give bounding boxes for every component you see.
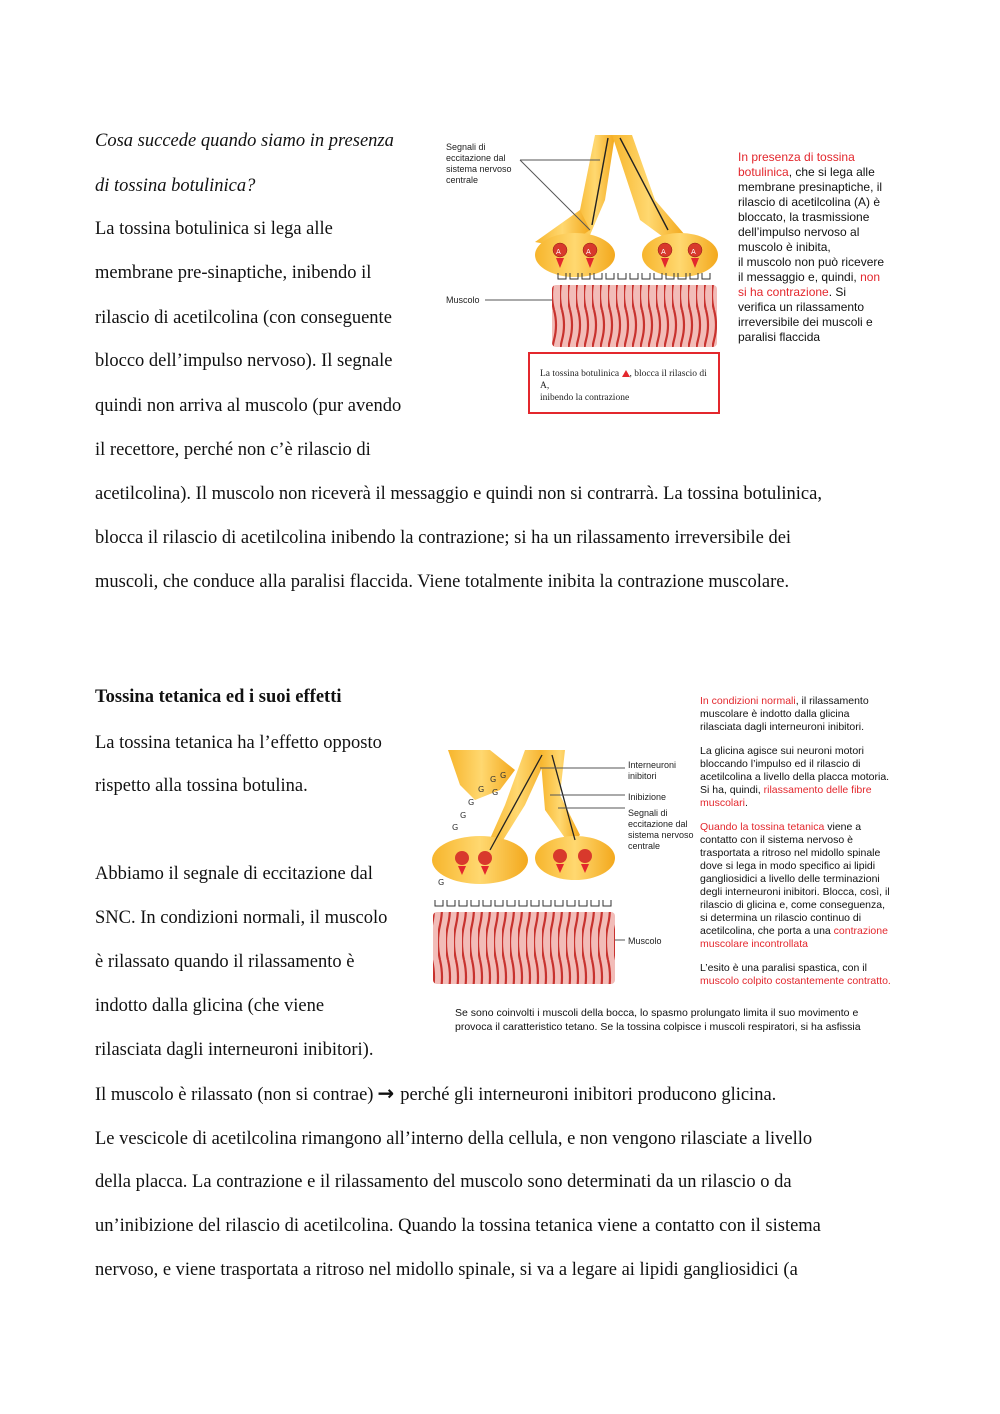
side-explanation: In presenza di tossina botulinica, che si lega alle membrane presinaptiche, il rilascio di acetilcolina (A) è bloccato, la trasmissione dell’impulso nervoso al muscolo è inibita, il muscolo non può ricevere il messaggio e, quindi, non si ha contrazione. Si verifica un rilassamento irreversibile dei muscoli e paralisi flaccida bbox=[738, 150, 885, 344]
arrow-right-icon: → bbox=[377, 1081, 395, 1105]
botulinum-figure bbox=[440, 130, 910, 420]
label-muscle: Muscolo bbox=[446, 295, 480, 305]
glycine-label: G bbox=[460, 811, 467, 820]
body-line: Abbiamo il segnale di eccitazione dal bbox=[95, 864, 373, 884]
body-line: Le vescicole di acetilcolina rimangono all’interno della cellula, e non vengono rilasciate a livello bbox=[95, 1129, 813, 1149]
tetanus-diagram bbox=[430, 750, 700, 1010]
vesicle-label: A bbox=[691, 248, 696, 256]
glycine-label: G bbox=[490, 775, 497, 784]
body-line: rilasciata dagli interneuroni inibitori). bbox=[95, 1040, 374, 1060]
glycine-label: G bbox=[438, 878, 445, 887]
toxin-triangle-icon bbox=[622, 370, 630, 377]
body-line: nervoso, e viene trasportata a ritroso nel midollo spinale, si va a legare ai lipidi gangliosidici (a bbox=[95, 1260, 798, 1280]
label-inhibition: Inibizione bbox=[628, 792, 667, 802]
label-signals: Segnali di eccitazione dal sistema nervoso centrale bbox=[446, 142, 512, 185]
caption-box: La tossina botulinica , blocca il rilascio di A, inibendo la contrazione bbox=[528, 352, 720, 414]
question-line-1: Cosa succede quando siamo in presenza bbox=[95, 131, 394, 151]
section-title: Tossina tetanica ed i suoi effetti bbox=[95, 687, 342, 707]
glycine-label: G bbox=[492, 788, 499, 797]
label-muscle: Muscolo bbox=[628, 936, 662, 946]
body-line: è rilassato quando il rilassamento è bbox=[95, 952, 355, 972]
body-line: muscoli, che conduce alla paralisi flaccida. Viene totalmente inibita la contrazione muscolare. bbox=[95, 572, 790, 592]
glycine-label: G bbox=[478, 785, 485, 794]
body-line: rispetto alla tossina botulina. bbox=[95, 776, 308, 796]
figure-caption: Se sono coinvolti i muscoli della bocca, lo spasmo prolungato limita il suo movimento e provoca il caratteristico tetano. Se la tossina colpisce i muscoli respiratori, si ha asfissia bbox=[455, 1007, 861, 1033]
body-line: SNC. In condizioni normali, il muscolo bbox=[95, 908, 388, 928]
body-line: acetilcolina). Il muscolo non riceverà il messaggio e quindi non si contrarrà. La tossina botulinica, bbox=[95, 484, 822, 504]
body-line: il recettore, perché non c’è rilascio di bbox=[95, 440, 371, 460]
side-explanation: In condizioni normali, il rilassamento muscolare è indotto dalla glicina rilasciata dagli interneuroni inibitori. La glicina agisce sui neuroni motori bloccando l’impulso ed il rilascio di acetilcolina a livello della placca motoria. Si ha, quindi, rilassamento delle fibre muscolari. Quando la tossina tetanica viene a contatto con il sistema nervoso è trasportata a ritroso nel midollo spinale dove si lega in modo specifico ai lipidi gangliosidici a livello delle terminazioni degli interneuroni inibitori. Blocca, così, il rilascio di glicina e, come conseguenza, si determina un rilascio continuo di acetilcolina, che porta a una contrazione muscolare incontrollata L’esito è una paralisi spastica, con il muscolo colpito costantemente contratto. bbox=[700, 695, 891, 987]
vesicle-label: A bbox=[586, 248, 591, 256]
body-line: La tossina tetanica ha l’effetto opposto bbox=[95, 733, 382, 753]
body-line: blocco dell’impulso nervoso). Il segnale bbox=[95, 351, 393, 371]
body-line: un’inibizione del rilascio di acetilcolina. Quando la tossina tetanica viene a contatto con il sistema bbox=[95, 1216, 821, 1236]
tetanus-figure bbox=[430, 690, 905, 1040]
body-line: quindi non arriva al muscolo (pur avendo bbox=[95, 396, 402, 416]
body-line: della placca. La contrazione e il rilassamento del muscolo sono determinati da un rilascio o da bbox=[95, 1172, 792, 1192]
arrow-line: Il muscolo è rilassato (non si contrae) → perché gli interneuroni inibitori producono glicina. bbox=[95, 1081, 777, 1105]
body-line: indotto dalla glicina (che viene bbox=[95, 996, 325, 1016]
label-signals: Segnali di eccitazione dal sistema nervoso centrale bbox=[628, 808, 694, 851]
body-line: La tossina botulinica si lega alle bbox=[95, 219, 333, 239]
label-interneurons: Interneuroni inibitori bbox=[628, 760, 677, 781]
glycine-label: G bbox=[468, 798, 475, 807]
body-line: blocca il rilascio di acetilcolina inibendo la contrazione; si ha un rilassamento irreversibile dei bbox=[95, 528, 792, 548]
body-line: membrane pre-sinaptiche, inibendo il bbox=[95, 263, 372, 283]
vesicle-label: A bbox=[556, 248, 561, 256]
vesicle-label: A bbox=[661, 248, 666, 256]
question-line-2: di tossina botulinica? bbox=[95, 176, 256, 196]
body-line: rilascio di acetilcolina (con conseguente bbox=[95, 308, 392, 328]
glycine-label: G bbox=[500, 771, 507, 780]
glycine-label: G bbox=[452, 823, 459, 832]
